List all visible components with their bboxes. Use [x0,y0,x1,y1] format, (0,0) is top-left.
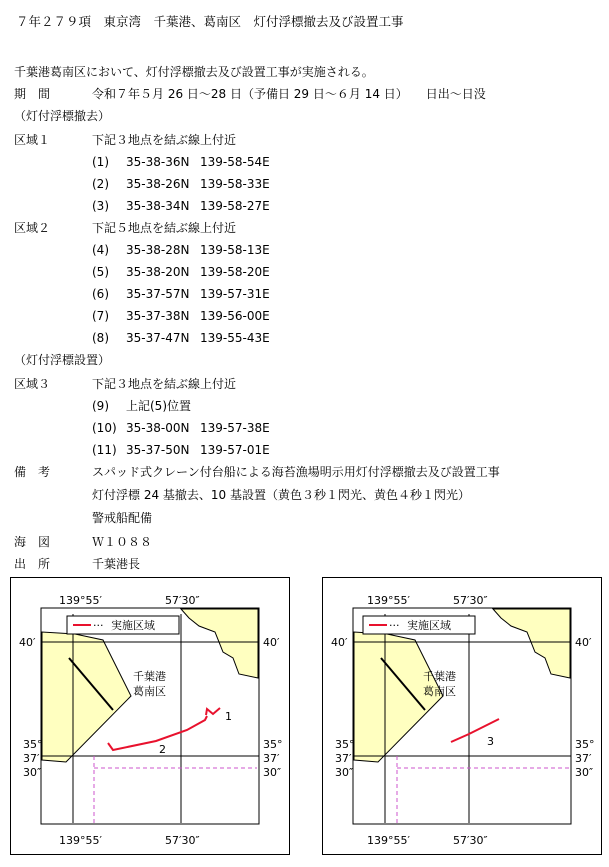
point-lat: 35-37-38N [126,309,190,323]
period-value: 令和７年５月 26 日～28 日（予備日 29 日～６月 14 日） 日出～日没 [92,87,486,101]
point-lon: 139-58-54E [200,155,270,169]
intro-text: 千葉港葛南区において、灯付浮標撤去及び設置工事が実施される。 [14,65,374,79]
point-lat: 35-38-34N [126,199,190,213]
lat-label-right: 40′ [575,636,592,649]
lat-label-left-1: 35° [23,738,43,751]
source-label: 出 所 [14,557,51,571]
remarks-label: 備 考 [14,465,51,479]
lat-label-right-1: 35° [263,738,283,751]
lat-label-right-1: 35° [575,738,595,751]
lat-label-left: 40′ [331,636,348,649]
area1-label: 区域１ [14,133,51,147]
chart-value: Ｗ１０８８ [92,535,153,549]
legend-dots: ··· [389,619,400,632]
point-no: (5) [92,265,109,279]
point-no: (10) [92,421,117,435]
lon-label-left-bottom: 139°55′ [59,834,102,847]
map-right [322,577,602,855]
point-text: 上記(5)位置 [126,399,191,413]
point-row [92,398,191,414]
lon-label-right-top: 57′30″ [453,594,488,607]
area3-label: 区域３ [14,377,51,391]
area2-label: 区域２ [14,221,51,235]
place-label-2: 葛南区 [423,685,456,698]
point-lat: 35-37-57N [126,287,190,301]
lat-label-right-2: 37′ [263,752,280,765]
chart-label: 海 図 [14,535,51,549]
point-row [92,308,270,324]
removal-header: （灯付浮標撤去） [14,109,111,123]
place-label-1: 千葉港 [133,670,166,683]
point-lat: 35-38-00N [126,421,190,435]
place-label-1: 千葉港 [423,670,456,683]
point-lat: 35-38-26N [126,177,190,191]
lat-label-right: 40′ [263,636,280,649]
area-label-3: 3 [487,735,494,748]
point-lat: 35-38-28N [126,243,190,257]
legend-text: 実施区域 [111,619,155,632]
area-label-2: 2 [159,743,166,756]
point-row [92,442,270,458]
point-row [92,420,270,436]
lon-label-left-top: 139°55′ [59,594,102,607]
area3-desc: 下記３地点を結ぶ線上付近 [92,377,237,391]
point-no: (2) [92,177,109,191]
point-lat: 35-37-47N [126,331,190,345]
lon-label-left-bottom: 139°55′ [367,834,410,847]
point-row [92,286,270,302]
point-row [92,242,270,258]
area1-desc: 下記３地点を結ぶ線上付近 [92,133,237,147]
lat-label-right-3: 30″ [575,766,594,779]
place-label-2: 葛南区 [133,685,166,698]
lat-label-left-1: 35° [335,738,355,751]
remarks-line-3: 警戒船配備 [92,511,153,525]
point-lon: 139-58-20E [200,265,270,279]
lon-label-right-bottom: 57′30″ [453,834,488,847]
lat-label-left-3: 30″ [335,766,354,779]
remarks-line-2: 灯付浮標 24 基撤去、10 基設置（黄色３秒１閃光、黄色４秒１閃光） [92,488,470,502]
map-left [10,577,290,855]
lat-label-right-3: 30″ [263,766,282,779]
point-no: (6) [92,287,109,301]
legend-dots: ··· [93,619,104,632]
point-no: (1) [92,155,109,169]
point-lat: 35-38-20N [126,265,190,279]
remarks-line-1: スパッド式クレーン付台船による海苔漁場明示用灯付浮標撤去及び設置工事 [92,465,500,479]
point-lon: 139-58-13E [200,243,270,257]
point-lat: 35-37-50N [126,443,190,457]
lat-label-right-2: 37′ [575,752,592,765]
notice-title: ７年２７９項 東京湾 千葉港、葛南区 灯付浮標撤去及び設置工事 [16,14,404,29]
point-no: (7) [92,309,109,323]
point-lon: 139-57-01E [200,443,270,457]
point-row [92,264,270,280]
point-lon: 139-57-38E [200,421,270,435]
point-lon: 139-55-43E [200,331,270,345]
point-no: (3) [92,199,109,213]
point-lon: 139-57-31E [200,287,270,301]
lat-label-left: 40′ [19,636,36,649]
map-right-svg [323,578,601,854]
lat-label-left-2: 37′ [335,752,352,765]
install-header: （灯付浮標設置） [14,353,111,367]
lon-label-right-top: 57′30″ [165,594,200,607]
point-lat: 35-38-36N [126,155,190,169]
map-left-svg [11,578,289,854]
source-value: 千葉港長 [92,557,141,571]
point-row [92,198,270,214]
point-no: (8) [92,331,109,345]
point-lon: 139-58-27E [200,199,270,213]
period-label: 期 間 [14,87,51,101]
lon-label-right-bottom: 57′30″ [165,834,200,847]
point-no: (11) [92,443,117,457]
point-row [92,176,270,192]
point-row [92,330,270,346]
point-no: (9) [92,399,109,413]
area2-desc: 下記５地点を結ぶ線上付近 [92,221,237,235]
point-lon: 139-56-00E [200,309,270,323]
lon-label-left-top: 139°55′ [367,594,410,607]
point-row [92,154,270,170]
lat-label-left-3: 30″ [23,766,42,779]
legend-text: 実施区域 [407,619,451,632]
point-lon: 139-58-33E [200,177,270,191]
area-label-1: 1 [225,710,232,723]
lat-label-left-2: 37′ [23,752,40,765]
point-no: (4) [92,243,109,257]
